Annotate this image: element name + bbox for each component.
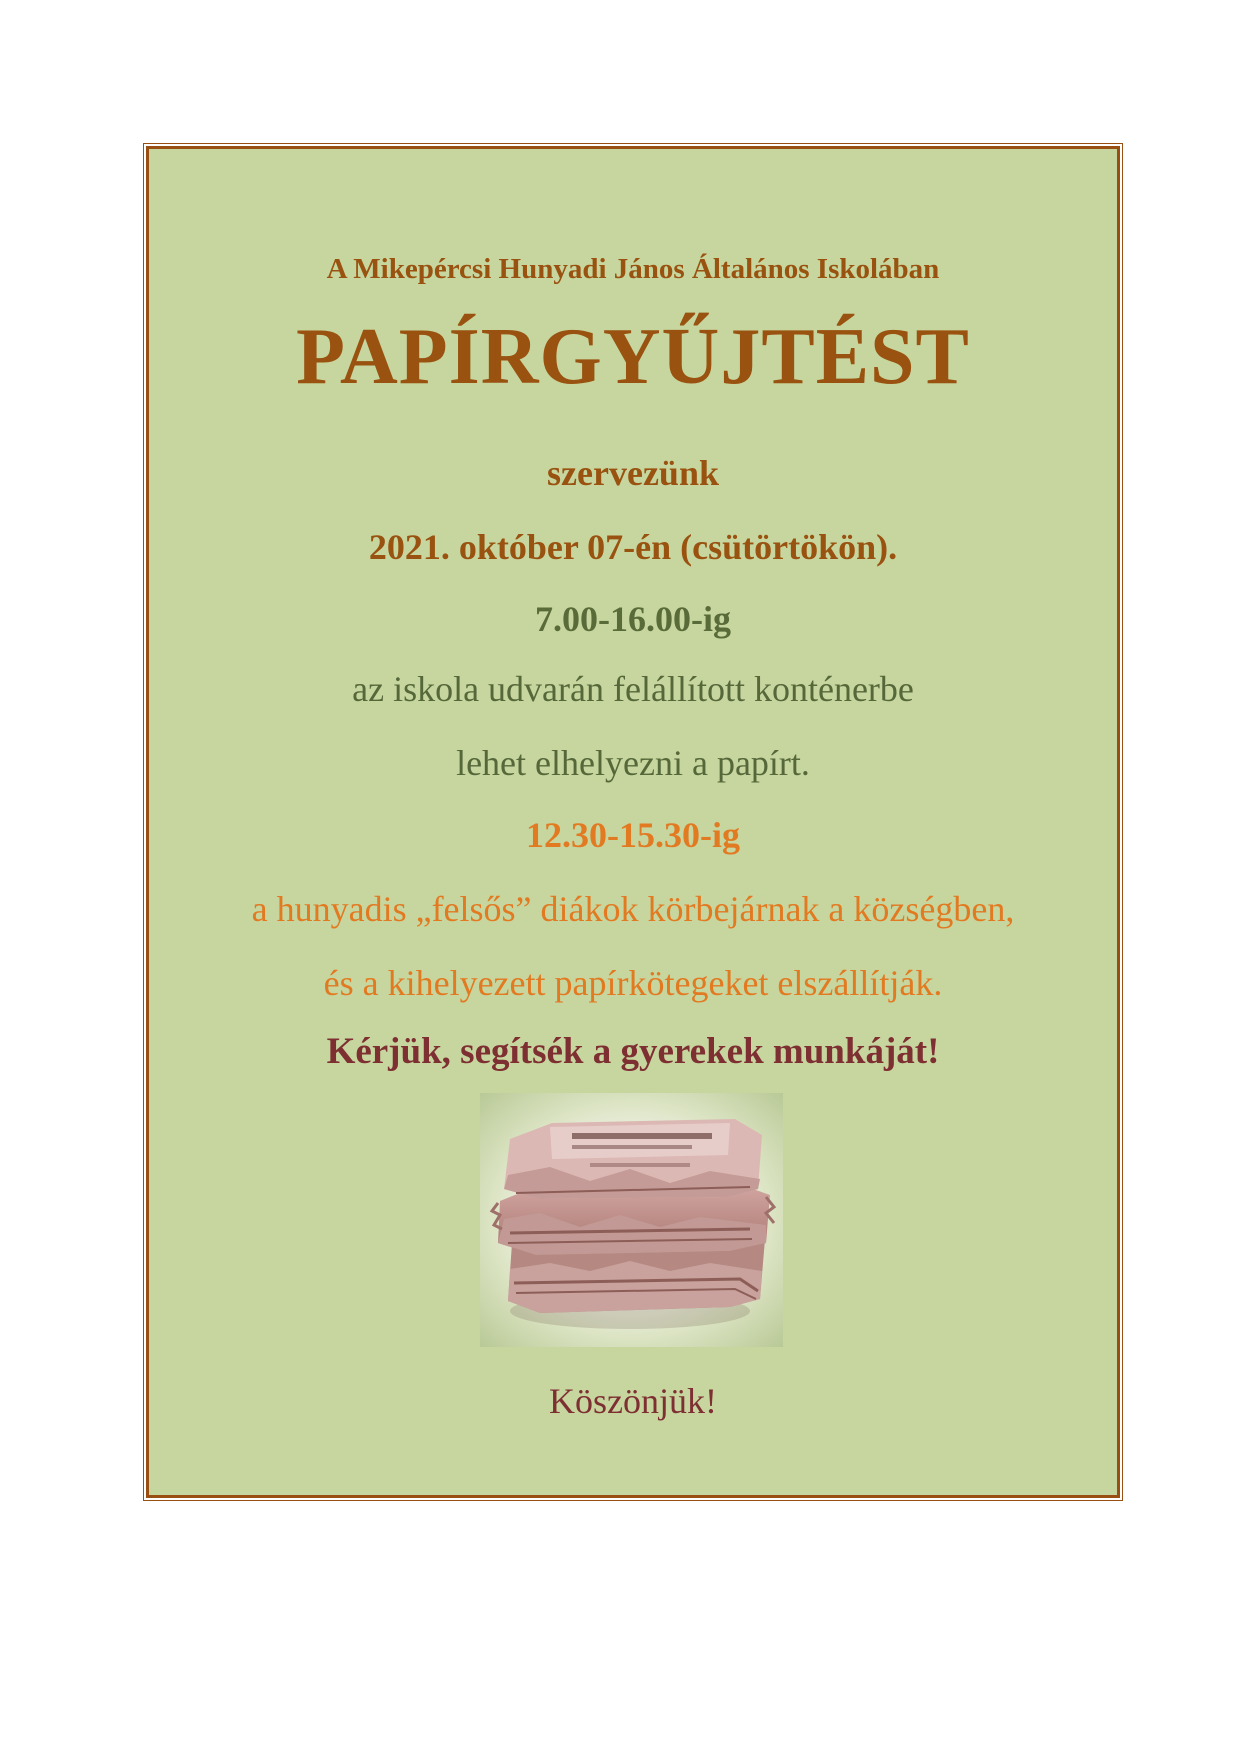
container-time: 7.00-16.00-ig xyxy=(535,599,731,639)
event-date: 2021. október 07-én (csütörtökön). xyxy=(368,527,898,567)
school-name: A Mikepércsi Hunyadi János Általános Iskolában xyxy=(326,253,940,285)
container-line-2: lehet elhelyezni a papírt. xyxy=(456,743,810,783)
thanks-text: Köszönjük! xyxy=(549,1381,717,1421)
headline: PAPÍRGYŰJTÉST xyxy=(296,313,970,401)
students-line-2: és a kihelyezett papírkötegeket elszállítják. xyxy=(323,963,943,1003)
newspaper-stack-icon xyxy=(480,1093,783,1347)
organize-text: szervezünk xyxy=(547,453,719,493)
request-text: Kérjük, segítsék a gyerekek munkáját! xyxy=(326,1031,940,1072)
students-time: 12.30-15.30-ig xyxy=(526,815,740,855)
newspaper-stack-image xyxy=(480,1093,783,1347)
students-line-1: a hunyadis „felsős” diákok körbejárnak a községben, xyxy=(251,889,1015,929)
poster-frame xyxy=(146,146,1120,1498)
container-line-1: az iskola udvarán felállított konténerbe xyxy=(352,669,914,709)
